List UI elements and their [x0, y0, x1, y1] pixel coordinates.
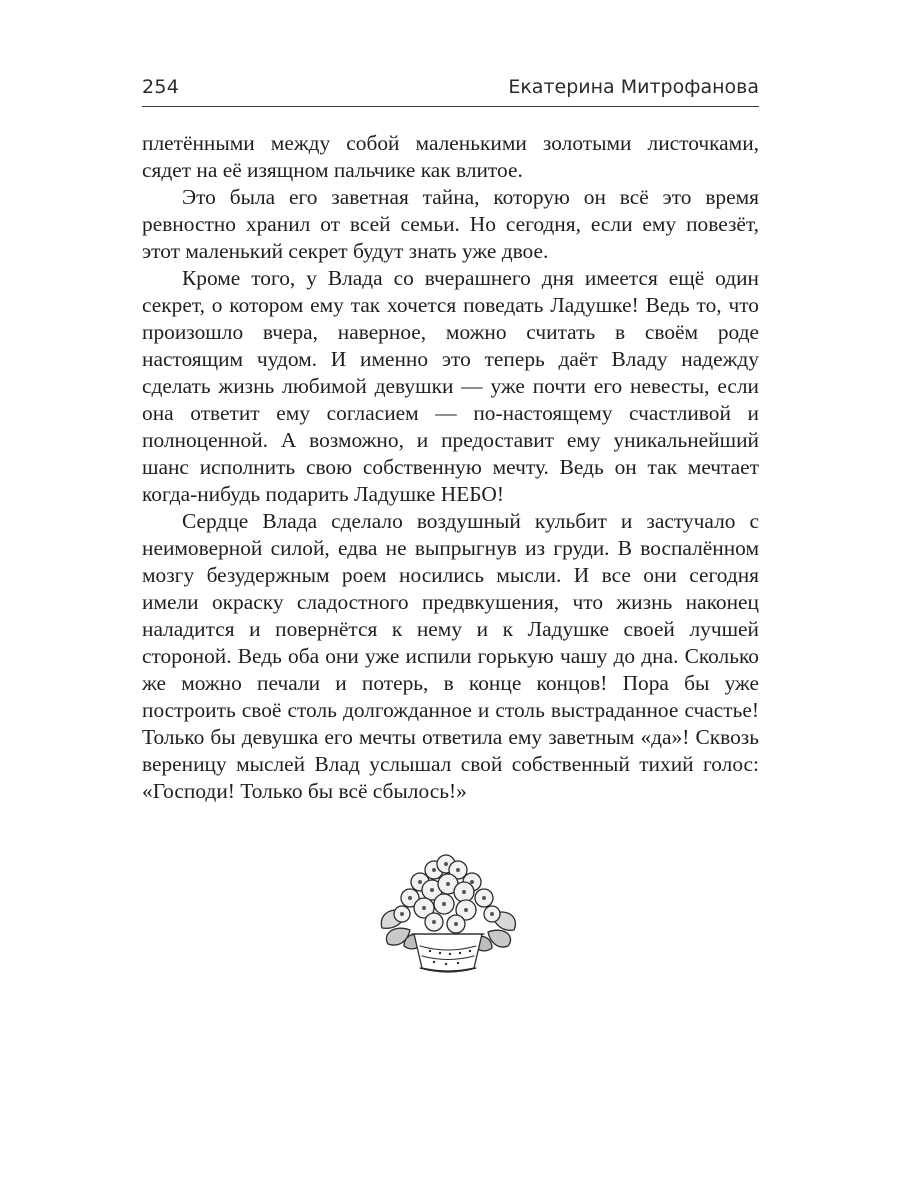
flower-pot-icon	[374, 850, 522, 980]
header-rule	[142, 106, 759, 107]
page-header	[142, 76, 759, 106]
running-title: Екатерина Митрофанова	[508, 76, 759, 98]
paragraph-4: Сердце Влада сделало воздушный кульбит и застучало с неимоверной силой, едва не выпрыгнув из груди. В воспалённом мозгу безудержным роем носились мысли. И все они сегодня имели окраску сладостного предвкушения, что жизнь наконец наладится и повернётся к нему и к Ладушке своей лучшей стороной. Ведь оба они уже испили горькую чашу до дна. Сколько же можно печали и потерь, в конце концов! Пора бы уже построить своё столь долгожданное и столь выстраданное счастье! Только бы девушка его мечты ответила ему заветным «да»! Сквозь вереницу мыслей Влад услышал свой собственный тихий голос: «Господи! Только бы всё сбылось!»	[142, 509, 759, 803]
paragraph-2: Это была его заветная тайна, которую он всё это время ревностно хранил от всей семьи. Но сегодня, если ему повезёт, этот маленький секрет будут знать уже двое.	[142, 185, 759, 263]
body-text	[142, 130, 759, 805]
paragraph-3: Кроме того, у Влада со вчерашнего дня имеется ещё один секрет, о котором ему так хочется поведать Ладушке! Ведь то, что произошло вчера, наверное, можно считать в своём роде настоящим чудом. И именно это теперь даёт Владу надежду сделать жизнь любимой девушки — уже почти его невесты, если она ответит ему согласием — по-настоящему счастливой и полноценной. А возможно, и предоставит ему уникальнейший шанс исполнить свою собственную мечту. Ведь он так мечтает когда-нибудь подарить Ладушке НЕБО!	[142, 266, 759, 506]
paragraph-1: плетёнными между собой маленькими золотыми листочками, сядет на её изящном пальчике как влитое.	[142, 131, 759, 182]
page-number: 254	[142, 76, 180, 98]
